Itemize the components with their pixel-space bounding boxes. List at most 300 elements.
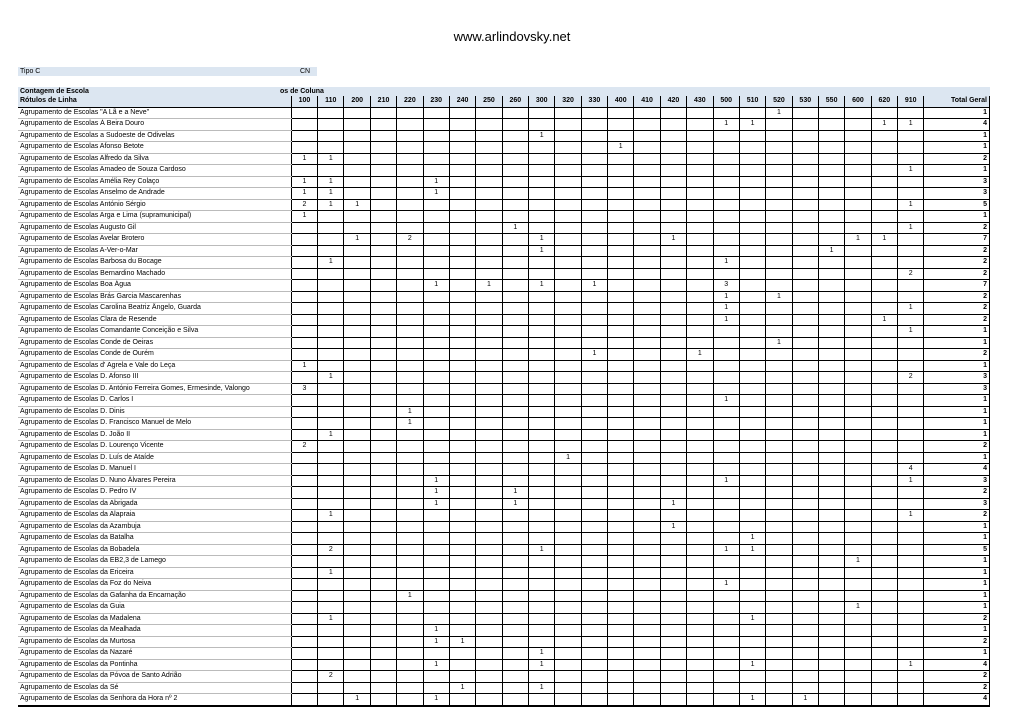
count-cell bbox=[792, 257, 818, 269]
count-cell bbox=[449, 544, 475, 556]
count-cell bbox=[555, 682, 581, 694]
count-cell bbox=[502, 682, 528, 694]
count-cell bbox=[476, 441, 502, 453]
count-cell bbox=[370, 142, 396, 154]
row-total: 3 bbox=[924, 188, 990, 200]
count-cell bbox=[766, 694, 792, 706]
count-cell bbox=[476, 533, 502, 545]
count-cell bbox=[713, 176, 739, 188]
count-cell bbox=[871, 222, 897, 234]
count-cell bbox=[476, 464, 502, 476]
row-label: Agrupamento de Escolas Clara de Resende bbox=[18, 314, 291, 326]
count-cell bbox=[845, 579, 871, 591]
row-labels-header: Rótulos de Linha bbox=[18, 96, 291, 107]
count-cell bbox=[898, 257, 924, 269]
count-cell bbox=[792, 211, 818, 223]
count-cell bbox=[766, 452, 792, 464]
row-label: Agrupamento de Escolas "A Lã e a Neve" bbox=[18, 107, 291, 119]
row-label: Agrupamento de Escolas Carolina Beatriz Ângelo, Guarda bbox=[18, 303, 291, 315]
filter-value[interactable]: CN bbox=[300, 68, 311, 75]
count-cell bbox=[766, 268, 792, 280]
count-cell bbox=[423, 360, 449, 372]
count-cell bbox=[871, 268, 897, 280]
count-cell bbox=[845, 349, 871, 361]
count-cell bbox=[291, 625, 317, 637]
count-cell bbox=[423, 245, 449, 257]
count-cell bbox=[370, 452, 396, 464]
count-cell bbox=[449, 441, 475, 453]
count-cell bbox=[397, 636, 423, 648]
count-cell bbox=[792, 165, 818, 177]
count-cell bbox=[555, 521, 581, 533]
count-cell bbox=[634, 429, 660, 441]
count-cell bbox=[713, 188, 739, 200]
count-cell bbox=[713, 130, 739, 142]
count-cell bbox=[529, 337, 555, 349]
row-label: Agrupamento de Escolas da Batalha bbox=[18, 533, 291, 545]
count-cell bbox=[687, 694, 713, 706]
count-cell bbox=[502, 418, 528, 430]
count-cell bbox=[898, 337, 924, 349]
row-label: Agrupamento de Escolas d' Agrela e Vale do Leça bbox=[18, 360, 291, 372]
column-header-530: 530 bbox=[792, 96, 818, 107]
count-cell bbox=[713, 429, 739, 441]
count-cell bbox=[581, 153, 607, 165]
count-cell bbox=[476, 199, 502, 211]
count-cell bbox=[318, 556, 344, 568]
count-cell bbox=[449, 360, 475, 372]
count-cell bbox=[529, 694, 555, 706]
count-cell bbox=[792, 188, 818, 200]
count-cell bbox=[634, 487, 660, 499]
count-cell bbox=[898, 452, 924, 464]
count-cell bbox=[397, 487, 423, 499]
count-cell: 1 bbox=[449, 682, 475, 694]
count-cell bbox=[608, 291, 634, 303]
count-cell bbox=[898, 383, 924, 395]
count-cell bbox=[397, 648, 423, 660]
count-cell bbox=[291, 429, 317, 441]
count-cell bbox=[660, 153, 686, 165]
count-cell bbox=[529, 475, 555, 487]
count-cell bbox=[845, 153, 871, 165]
count-cell bbox=[713, 349, 739, 361]
count-cell: 1 bbox=[423, 694, 449, 706]
count-cell bbox=[634, 303, 660, 315]
count-cell bbox=[344, 303, 370, 315]
count-cell bbox=[871, 475, 897, 487]
count-cell bbox=[476, 234, 502, 246]
count-cell bbox=[423, 613, 449, 625]
count-cell bbox=[397, 326, 423, 338]
total-header: Total Geral bbox=[924, 96, 990, 107]
count-cell bbox=[397, 360, 423, 372]
count-cell bbox=[370, 521, 396, 533]
count-cell bbox=[660, 464, 686, 476]
table-row bbox=[18, 349, 990, 361]
count-cell bbox=[713, 383, 739, 395]
count-cell bbox=[739, 602, 765, 614]
row-label: Agrupamento de Escolas da Póvoa de Santo Adrião bbox=[18, 671, 291, 683]
count-cell bbox=[476, 222, 502, 234]
count-cell: 1 bbox=[529, 682, 555, 694]
count-cell bbox=[555, 659, 581, 671]
count-cell bbox=[634, 636, 660, 648]
count-cell bbox=[318, 234, 344, 246]
count-cell bbox=[845, 130, 871, 142]
count-cell: 2 bbox=[898, 268, 924, 280]
count-cell bbox=[476, 613, 502, 625]
count-cell bbox=[713, 694, 739, 706]
count-cell bbox=[739, 406, 765, 418]
row-label: Agrupamento de Escolas da Guia bbox=[18, 602, 291, 614]
count-cell bbox=[581, 441, 607, 453]
count-cell bbox=[502, 199, 528, 211]
count-cell bbox=[845, 636, 871, 648]
count-cell bbox=[370, 245, 396, 257]
count-cell bbox=[423, 372, 449, 384]
count-cell bbox=[449, 337, 475, 349]
count-cell: 1 bbox=[318, 199, 344, 211]
count-cell bbox=[370, 257, 396, 269]
count-cell bbox=[845, 280, 871, 292]
count-cell bbox=[634, 613, 660, 625]
count-cell bbox=[318, 395, 344, 407]
count-cell bbox=[344, 602, 370, 614]
count-cell bbox=[898, 648, 924, 660]
count-cell: 1 bbox=[792, 694, 818, 706]
count-cell bbox=[687, 222, 713, 234]
count-cell bbox=[713, 406, 739, 418]
row-label: Agrupamento de Escolas D. António Ferreira Gomes, Ermesinde, Valongo bbox=[18, 383, 291, 395]
row-label: Agrupamento de Escolas da Senhora da Hora nº 2 bbox=[18, 694, 291, 706]
row-total: 1 bbox=[924, 602, 990, 614]
count-cell bbox=[529, 602, 555, 614]
count-cell bbox=[687, 613, 713, 625]
count-cell bbox=[449, 188, 475, 200]
count-cell bbox=[529, 222, 555, 234]
row-label: Agrupamento de Escolas da Alapraia bbox=[18, 510, 291, 522]
count-cell bbox=[845, 498, 871, 510]
count-cell bbox=[766, 142, 792, 154]
count-cell bbox=[687, 153, 713, 165]
count-cell bbox=[739, 682, 765, 694]
row-total: 2 bbox=[924, 245, 990, 257]
count-cell bbox=[581, 130, 607, 142]
count-cell: 1 bbox=[845, 234, 871, 246]
count-cell bbox=[344, 498, 370, 510]
count-cell bbox=[318, 441, 344, 453]
count-cell bbox=[529, 314, 555, 326]
row-total: 1 bbox=[924, 429, 990, 441]
count-cell bbox=[555, 533, 581, 545]
count-cell bbox=[634, 590, 660, 602]
count-cell bbox=[660, 222, 686, 234]
table-row bbox=[18, 130, 990, 142]
count-cell bbox=[713, 659, 739, 671]
count-cell bbox=[370, 326, 396, 338]
count-cell bbox=[739, 636, 765, 648]
row-label: Agrupamento de Escolas D. Francisco Manuel de Melo bbox=[18, 418, 291, 430]
count-cell bbox=[792, 119, 818, 131]
count-cell bbox=[739, 188, 765, 200]
count-cell bbox=[370, 429, 396, 441]
count-cell bbox=[766, 682, 792, 694]
count-cell bbox=[871, 142, 897, 154]
count-cell bbox=[845, 383, 871, 395]
count-cell: 1 bbox=[713, 314, 739, 326]
count-cell bbox=[713, 360, 739, 372]
count-cell bbox=[634, 625, 660, 637]
count-cell bbox=[370, 579, 396, 591]
count-cell bbox=[660, 406, 686, 418]
count-cell bbox=[291, 648, 317, 660]
row-total: 2 bbox=[924, 510, 990, 522]
count-cell bbox=[898, 498, 924, 510]
count-cell bbox=[423, 441, 449, 453]
table-row bbox=[18, 475, 990, 487]
count-cell bbox=[739, 372, 765, 384]
count-cell bbox=[344, 360, 370, 372]
count-cell bbox=[529, 441, 555, 453]
count-cell bbox=[318, 119, 344, 131]
count-cell: 1 bbox=[397, 406, 423, 418]
count-cell: 1 bbox=[291, 188, 317, 200]
count-cell bbox=[766, 119, 792, 131]
count-cell bbox=[581, 567, 607, 579]
count-cell bbox=[818, 211, 844, 223]
count-cell bbox=[713, 567, 739, 579]
count-cell: 1 bbox=[608, 142, 634, 154]
count-cell bbox=[476, 130, 502, 142]
count-cell bbox=[555, 130, 581, 142]
count-cell bbox=[581, 245, 607, 257]
row-total: 1 bbox=[924, 521, 990, 533]
count-cell bbox=[291, 694, 317, 706]
count-cell bbox=[792, 671, 818, 683]
count-cell bbox=[344, 119, 370, 131]
count-cell bbox=[713, 142, 739, 154]
count-cell bbox=[660, 648, 686, 660]
count-cell bbox=[502, 533, 528, 545]
count-cell bbox=[423, 257, 449, 269]
count-cell bbox=[766, 671, 792, 683]
count-cell bbox=[344, 349, 370, 361]
count-cell bbox=[608, 130, 634, 142]
count-cell bbox=[397, 280, 423, 292]
count-cell bbox=[687, 234, 713, 246]
count-cell bbox=[898, 107, 924, 119]
count-cell bbox=[291, 372, 317, 384]
count-cell bbox=[397, 556, 423, 568]
count-cell bbox=[344, 441, 370, 453]
count-cell bbox=[529, 636, 555, 648]
count-cell bbox=[660, 636, 686, 648]
count-cell bbox=[502, 625, 528, 637]
count-cell bbox=[318, 682, 344, 694]
count-cell bbox=[423, 337, 449, 349]
count-cell bbox=[318, 280, 344, 292]
count-cell bbox=[423, 418, 449, 430]
count-cell bbox=[291, 510, 317, 522]
row-label: Agrupamento de Escolas D. Luís de Ataíde bbox=[18, 452, 291, 464]
column-header-100: 100 bbox=[291, 96, 317, 107]
count-cell bbox=[502, 188, 528, 200]
count-cell bbox=[370, 498, 396, 510]
count-cell bbox=[555, 429, 581, 441]
count-cell bbox=[871, 429, 897, 441]
row-label: Agrupamento de Escolas da EB2,3 de Lamego bbox=[18, 556, 291, 568]
count-cell bbox=[502, 119, 528, 131]
count-cell bbox=[871, 291, 897, 303]
count-cell bbox=[739, 487, 765, 499]
count-cell bbox=[581, 234, 607, 246]
count-cell bbox=[397, 119, 423, 131]
row-total: 2 bbox=[924, 268, 990, 280]
row-label: Agrupamento de Escolas Barbosa du Bocage bbox=[18, 257, 291, 269]
count-cell bbox=[449, 314, 475, 326]
row-total: 2 bbox=[924, 314, 990, 326]
count-cell bbox=[529, 487, 555, 499]
count-cell bbox=[845, 418, 871, 430]
count-cell bbox=[423, 671, 449, 683]
count-cell bbox=[344, 142, 370, 154]
count-cell bbox=[449, 590, 475, 602]
count-cell bbox=[739, 360, 765, 372]
count-cell bbox=[397, 245, 423, 257]
count-cell bbox=[423, 107, 449, 119]
count-cell bbox=[581, 291, 607, 303]
row-label: Agrupamento de Escolas D. Nuno Álvares Pereira bbox=[18, 475, 291, 487]
count-cell bbox=[502, 590, 528, 602]
count-cell bbox=[529, 395, 555, 407]
count-cell bbox=[555, 475, 581, 487]
count-cell bbox=[555, 602, 581, 614]
count-cell bbox=[739, 590, 765, 602]
count-cell bbox=[845, 464, 871, 476]
column-labels-label[interactable]: os de Coluna bbox=[280, 88, 324, 95]
count-cell bbox=[291, 130, 317, 142]
count-cell bbox=[739, 625, 765, 637]
count-cell bbox=[344, 176, 370, 188]
count-cell bbox=[792, 383, 818, 395]
count-cell bbox=[792, 337, 818, 349]
count-cell bbox=[634, 257, 660, 269]
count-cell bbox=[344, 165, 370, 177]
count-cell bbox=[687, 130, 713, 142]
count-cell bbox=[344, 107, 370, 119]
count-cell bbox=[608, 602, 634, 614]
count-cell bbox=[581, 395, 607, 407]
count-cell bbox=[608, 648, 634, 660]
count-cell bbox=[370, 418, 396, 430]
pivot-filter[interactable] bbox=[18, 67, 317, 76]
count-cell bbox=[529, 567, 555, 579]
count-cell bbox=[370, 694, 396, 706]
count-cell bbox=[898, 142, 924, 154]
count-cell bbox=[370, 291, 396, 303]
count-cell bbox=[766, 429, 792, 441]
count-cell bbox=[660, 533, 686, 545]
count-cell bbox=[634, 418, 660, 430]
count-cell bbox=[529, 211, 555, 223]
count-cell bbox=[608, 659, 634, 671]
count-cell bbox=[397, 510, 423, 522]
count-cell bbox=[739, 257, 765, 269]
count-cell bbox=[581, 682, 607, 694]
count-cell bbox=[687, 107, 713, 119]
count-cell bbox=[766, 418, 792, 430]
count-cell bbox=[660, 360, 686, 372]
count-cell bbox=[476, 165, 502, 177]
count-cell: 1 bbox=[660, 498, 686, 510]
pivot-grid bbox=[18, 96, 990, 707]
count-cell bbox=[502, 648, 528, 660]
count-cell bbox=[608, 533, 634, 545]
count-cell bbox=[660, 418, 686, 430]
count-cell bbox=[397, 383, 423, 395]
count-cell bbox=[818, 590, 844, 602]
table-row bbox=[18, 648, 990, 660]
count-cell bbox=[449, 268, 475, 280]
count-cell bbox=[344, 636, 370, 648]
count-cell bbox=[423, 544, 449, 556]
count-cell bbox=[502, 291, 528, 303]
count-cell bbox=[739, 671, 765, 683]
count-cell bbox=[555, 314, 581, 326]
count-cell bbox=[792, 544, 818, 556]
count-cell bbox=[687, 567, 713, 579]
count-cell bbox=[581, 429, 607, 441]
count-cell bbox=[555, 579, 581, 591]
pivot-header-band bbox=[18, 87, 990, 96]
count-cell bbox=[713, 682, 739, 694]
column-header-550: 550 bbox=[818, 96, 844, 107]
row-label: Agrupamento de Escolas D. Lourenço Vicente bbox=[18, 441, 291, 453]
count-cell bbox=[291, 234, 317, 246]
count-cell: 1 bbox=[344, 694, 370, 706]
count-cell bbox=[634, 165, 660, 177]
row-label: Agrupamento de Escolas da Azambuja bbox=[18, 521, 291, 533]
count-cell bbox=[423, 211, 449, 223]
count-cell bbox=[792, 406, 818, 418]
count-cell: 4 bbox=[898, 464, 924, 476]
count-cell bbox=[792, 360, 818, 372]
count-cell bbox=[634, 291, 660, 303]
count-cell bbox=[529, 590, 555, 602]
count-cell bbox=[766, 556, 792, 568]
count-cell bbox=[476, 418, 502, 430]
count-cell bbox=[660, 694, 686, 706]
column-header-230: 230 bbox=[423, 96, 449, 107]
count-cell bbox=[898, 544, 924, 556]
count-cell bbox=[687, 268, 713, 280]
count-cell bbox=[502, 337, 528, 349]
count-cell bbox=[792, 222, 818, 234]
count-cell bbox=[898, 153, 924, 165]
count-cell bbox=[845, 475, 871, 487]
count-cell: 1 bbox=[845, 602, 871, 614]
count-cell bbox=[397, 475, 423, 487]
count-cell bbox=[818, 372, 844, 384]
count-cell bbox=[739, 245, 765, 257]
row-label: Agrupamento de Escolas Arga e Lima (supramunicipal) bbox=[18, 211, 291, 223]
row-total: 2 bbox=[924, 613, 990, 625]
count-cell bbox=[871, 245, 897, 257]
count-cell bbox=[370, 383, 396, 395]
count-cell bbox=[502, 165, 528, 177]
count-cell bbox=[502, 211, 528, 223]
